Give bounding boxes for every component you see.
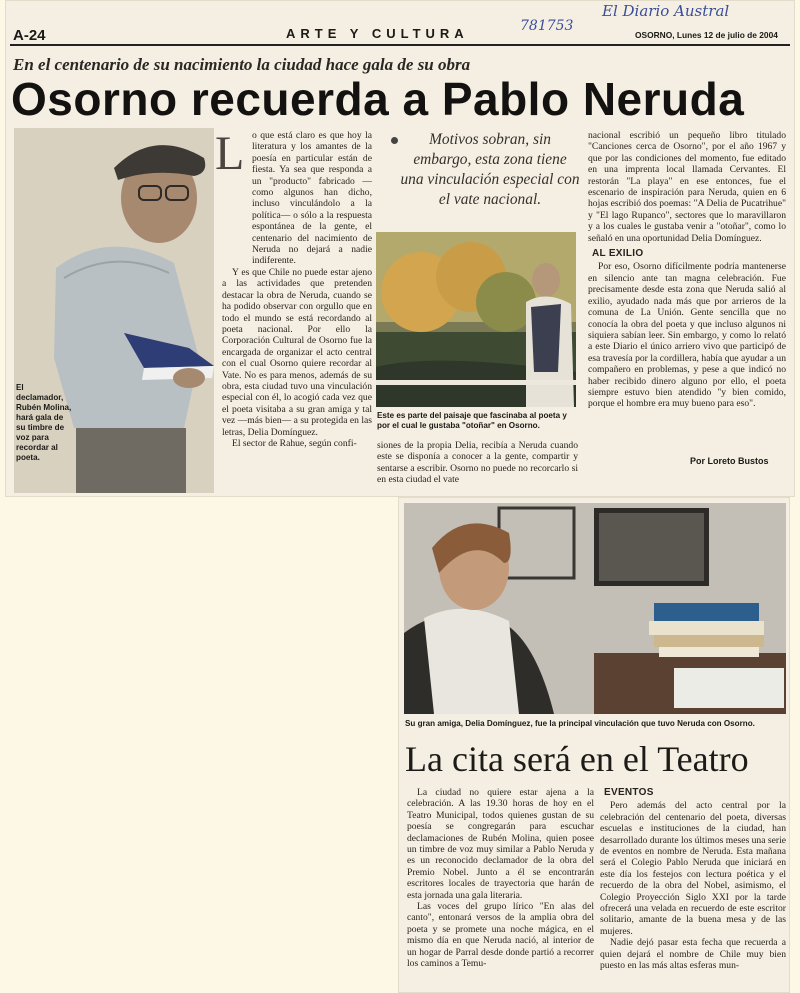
teatro-col1-para-1: La ciudad no quiere estar ajena a la celebración. A las 19.30 horas de hoy en el Teatro Municipal, todos quienes gustan de su poesía se congregarán para escuchar declamaciones de Rubén Molina, quien posee un timbre de voz muy similar a Pablo Neruda y es un reconocido declamador de la obra del Premio Nobel. Junto a él se encontrarán escritores locales de trayectoria que harán de esta jornada una gala literaria. <box>407 787 594 901</box>
dateline: OSORNO, Lunes 12 de julio de 2004 <box>635 30 778 40</box>
handwritten-note: El Diario Austral <box>602 2 730 20</box>
caption-ruben-molina: El declamador, Rubén Molina, hará gala de su timbre de voz para recordar al poeta. <box>16 383 72 462</box>
teatro-col2-para-2: Nadie dejó pasar esta fecha que recuerda a quien dejará el nombre de Chile muy bien puesto en las más altas esferas mun- <box>600 937 786 972</box>
byline: Por Loreto Bustos <box>690 456 769 466</box>
headline-teatro: La cita será en el Teatro <box>405 739 749 779</box>
article-col-1 <box>222 130 372 449</box>
col1-para-1: o que está claro es que hoy la literatura y los amantes de la poesía en particular están de fiesta. Ya sea que responda a un "producto" fabricado —como algunos han dicho, incluso vinculándolo a la política— o sólo a la respuesta espontánea de la gente, el centenario del nacimiento de Neruda no dejará a nadie indiferente. <box>252 130 372 267</box>
article-col-3 <box>588 130 786 410</box>
photo-landscape <box>376 232 576 407</box>
section-title: ARTE Y CULTURA <box>286 26 469 41</box>
handwritten-id: 781753 <box>520 18 574 34</box>
caption-landscape: Este es parte del paisaje que fascinaba al poeta y por el cual le gustaba "otoñar" en Osorno. <box>377 411 567 430</box>
teatro-col-1 <box>407 787 594 970</box>
col3-para-1: nacional escribió un pequeño libro titulado "Canciones cerca de Osorno", por el año 1967 y que por las condiciones del momento, fue editado en una imprenta local llamada Cervantes. El restorán "La playa" en ese entonces, fue el escenario de inspiración para Neruda, quien en 6 hojas escribió dos poemas: "A Delia de Pucatrihue" y "El lago Rupanco", sectores que lo maravillaron y a los cuales le gustaba venir a "otoñar", como lo señaló en una oportunidad Delia Domínguez. <box>588 130 786 244</box>
photo-delia-dominguez <box>404 503 786 714</box>
kicker: En el centenario de su nacimiento la ciudad hace gala de su obra <box>13 55 471 74</box>
teatro-col2-para-1: Pero además del acto central por la celebración del centenario del poeta, diversas escuelas e instituciones de la ciudad, han desarrollado durante los últimos meses una serie de eventos en nombre de Neruda. Esta mañana será el Colegio Pablo Neruda que iniciará en este día los festejos con lectura poética y el recuerdo de la obra del Nobel, asimismo, el Colegio Proyección Siglo XXI por la tarde ofrecerá una velada en recuerdo de este escritor solitario, amante de la buena mesa y de las mujeres. <box>600 800 786 937</box>
col3-para-2: Por eso, Osorno difícilmente podría mantenerse en silencio ante tan magna celebración. Fue precisamente desde esta zona que Neruda salió al exilio, ayudado nada más que por arrieros de la comuna de La Unión. Gente sencilla que no conocía la obra del poeta y que incluso algunos ni siquiera sabían leer. Sin embargo, y como lo relató a este Diario el único arriero vivo que participó de esa travesía por la cordillera, había que ayudar a un compañero en problemas, y pese a que indicó no haber recibido dinero alguno por ello, el poeta siempre estuvo bien atendido "y bien comido, porque el hombre era muy bueno para eso". <box>588 261 786 410</box>
subhead-eventos: EVENTOS <box>604 787 654 798</box>
page-number: A-24 <box>13 27 46 44</box>
teatro-col1-para-2: Las voces del grupo lírico "En alas del canto", entonará versos de la amplia obra del poeta y se promete una noche mágica, en el mismo día en que Neruda nació, al interior de un hogar de Parral desde donde partió a recorrer los caminos a Temu- <box>407 901 594 970</box>
col2-para: siones de la propia Delia, recibía a Neruda cuando este se disponía a conocer a la gente, compartir y sentarse a escribir. Osorno no puede no recorcarlo si en esta ciudad el vate <box>377 440 578 486</box>
header-rule <box>10 44 790 46</box>
caption-delia: Su gran amiga, Delia Domínguez, fue la principal vinculación que tuvo Neruda con Osorno. <box>405 719 755 728</box>
headline: Osorno recuerda a Pablo Neruda <box>11 73 745 125</box>
drop-cap: L <box>215 127 245 180</box>
pullquote-bullet <box>391 137 398 144</box>
subhead-exilio: AL EXILIO <box>592 248 644 260</box>
article-col-2-cont <box>377 440 578 486</box>
col1-para-2: Y es que Chile no puede estar ajeno a las actividades que pretenden destacar la obra de Neruda, cuando se ha podido observar con orgullo que en todo el mundo se está recordando al poeta nacional. Por ello la Corporación Cultural de Osorno fue la encargada de organizar el acto central con el cual Osorno quiere recordar al Vate. No es para menos, además de su obra, esta ciudad tuvo una vinculación especial con él, lo acogió cada vez que el poeta visitaba a su gran amiga y tal vez —más bien— a su protegida en las letras, Delia Domínguez. <box>222 266 372 438</box>
pullquote: Motivos sobran, sin embargo, esta zona tiene una vinculación especial con el vate nacional. <box>400 131 580 208</box>
teatro-col-2 <box>600 787 786 972</box>
col1-para-3: El sector de Rahue, según confi- <box>232 437 357 449</box>
